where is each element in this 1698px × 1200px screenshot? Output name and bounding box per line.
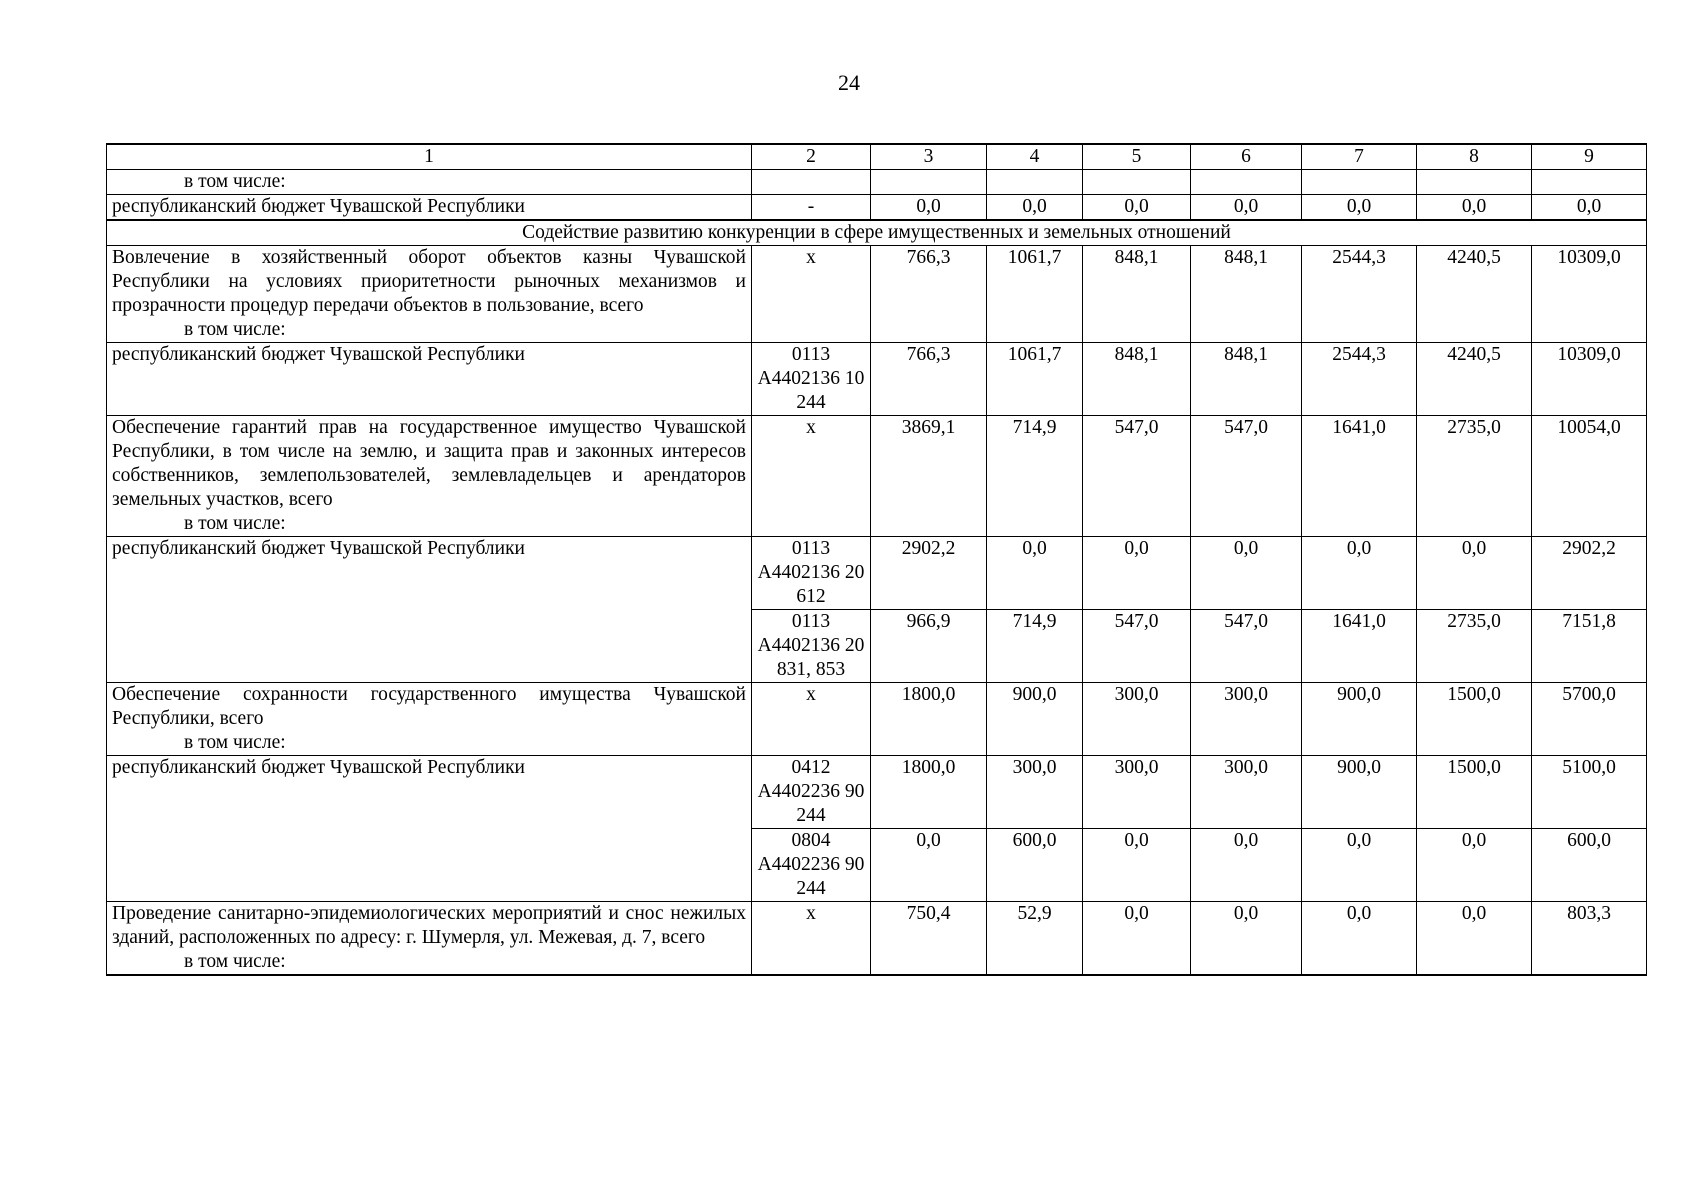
value-cell: 4240,5 [1417, 343, 1532, 416]
value-cell: 0,0 [1417, 902, 1532, 976]
column-header: 8 [1417, 144, 1532, 170]
value-cell: 300,0 [1083, 756, 1191, 829]
value-cell: 0,0 [1083, 537, 1191, 610]
value-cell: 848,1 [1191, 343, 1302, 416]
empty-cell [1532, 170, 1647, 195]
value-cell: 300,0 [1083, 683, 1191, 756]
budget-table [106, 143, 1647, 976]
value-cell: 0,0 [1417, 829, 1532, 902]
value-cell: 300,0 [1191, 756, 1302, 829]
value-cell: 0,0 [871, 829, 987, 902]
value-cell: 0,0 [1417, 195, 1532, 221]
budget-code: х [752, 902, 871, 976]
table-row [107, 343, 1647, 416]
value-cell: 1500,0 [1417, 683, 1532, 756]
value-cell: 0,0 [1191, 195, 1302, 221]
subhead-row [107, 170, 1647, 195]
row-name-text: Проведение санитарно-эпидемиологических мероприятий и снос нежилых зданий, расположенных по адресу: г. Шумерля, ул. Межевая, д. 7, всего [112, 903, 746, 948]
value-cell: 3869,1 [871, 416, 987, 537]
row-name-text: республиканский бюджет Чувашской Республики [112, 538, 525, 559]
row-name-text: республиканский бюджет Чувашской Республики [112, 757, 525, 778]
budget-code: 0804 А4402236 90 244 [752, 829, 871, 902]
value-cell: 2735,0 [1417, 416, 1532, 537]
row-name [107, 416, 752, 537]
column-header: 3 [871, 144, 987, 170]
row-name-text: Вовлечение в хозяйственный оборот объектов казны Чувашской Республики на условиях приоритетности рыночных механизмов и прозрачности процедур передачи объектов в пользование, всего [112, 247, 746, 316]
value-cell: 900,0 [1302, 756, 1417, 829]
value-cell: 4240,5 [1417, 246, 1532, 343]
value-cell: 2902,2 [1532, 537, 1647, 610]
value-cell: 0,0 [871, 195, 987, 221]
value-cell: 714,9 [987, 610, 1083, 683]
value-cell: 0,0 [1083, 829, 1191, 902]
table-row [107, 537, 1647, 610]
value-cell: 803,3 [1532, 902, 1647, 976]
row-name [107, 195, 752, 221]
value-cell: 848,1 [1083, 246, 1191, 343]
value-cell: 1641,0 [1302, 416, 1417, 537]
value-cell: 547,0 [1083, 416, 1191, 537]
row-name-text: Обеспечение гарантий прав на государственное имущество Чувашской Республики, в том числе на землю, и защита прав и законных интересов собственников, землепользователей, землевладельцев и арендаторов земельных участков, всего [112, 417, 746, 510]
value-cell: 0,0 [1191, 537, 1302, 610]
budget-code: 0113 А4402136 20 831, 853 [752, 610, 871, 683]
empty-cell [752, 170, 871, 195]
value-cell: 0,0 [1083, 902, 1191, 976]
row-name-text: республиканский бюджет Чувашской Республики [112, 344, 525, 365]
header-row [107, 144, 1647, 170]
table-row [107, 416, 1647, 537]
row-subhead-cell [107, 170, 752, 195]
value-cell: 766,3 [871, 343, 987, 416]
row-subhead-text: в том числе: [184, 513, 286, 534]
value-cell: 5100,0 [1532, 756, 1647, 829]
value-cell: 900,0 [987, 683, 1083, 756]
value-cell: 0,0 [1302, 829, 1417, 902]
budget-code: 0113 А4402136 10 244 [752, 343, 871, 416]
empty-cell [1083, 170, 1191, 195]
value-cell: 1800,0 [871, 683, 987, 756]
column-header: 2 [752, 144, 871, 170]
table-row [107, 195, 1647, 221]
value-cell: 300,0 [1191, 683, 1302, 756]
value-cell: 1641,0 [1302, 610, 1417, 683]
value-cell: 848,1 [1083, 343, 1191, 416]
value-cell: 0,0 [987, 537, 1083, 610]
row-subhead-text: в том числе: [184, 319, 286, 340]
table-row [107, 756, 1647, 829]
column-header: 6 [1191, 144, 1302, 170]
value-cell: 10309,0 [1532, 343, 1647, 416]
value-cell: 600,0 [1532, 829, 1647, 902]
empty-cell [1417, 170, 1532, 195]
value-cell: 52,9 [987, 902, 1083, 976]
value-cell: 0,0 [987, 195, 1083, 221]
value-cell: 714,9 [987, 416, 1083, 537]
value-cell: 0,0 [1191, 902, 1302, 976]
column-header: 5 [1083, 144, 1191, 170]
row-name [107, 343, 752, 416]
value-cell: 10309,0 [1532, 246, 1647, 343]
budget-code: 0113 А4402136 20 612 [752, 537, 871, 610]
row-name-text: республиканский бюджет Чувашской Республики [112, 196, 525, 217]
row-name [107, 902, 752, 976]
value-cell: 547,0 [1191, 416, 1302, 537]
budget-code: х [752, 416, 871, 537]
page-number: 24 [838, 70, 860, 95]
value-cell: 547,0 [1191, 610, 1302, 683]
value-cell: 2902,2 [871, 537, 987, 610]
row-name-text: Обеспечение сохранности государственного имущества Чувашской Республики, всего [112, 684, 746, 729]
value-cell: 600,0 [987, 829, 1083, 902]
value-cell: 1061,7 [987, 246, 1083, 343]
value-cell: 900,0 [1302, 683, 1417, 756]
value-cell: 966,9 [871, 610, 987, 683]
column-header: 7 [1302, 144, 1417, 170]
value-cell: 1061,7 [987, 343, 1083, 416]
empty-cell [1191, 170, 1302, 195]
value-cell: 750,4 [871, 902, 987, 976]
row-subhead-text: в том числе: [184, 951, 286, 972]
section-row [107, 220, 1647, 246]
value-cell: 848,1 [1191, 246, 1302, 343]
empty-cell [871, 170, 987, 195]
budget-code: х [752, 683, 871, 756]
row-name [107, 756, 752, 902]
value-cell: 2735,0 [1417, 610, 1532, 683]
row-name [107, 246, 752, 343]
value-cell: 5700,0 [1532, 683, 1647, 756]
budget-code: 0412 А4402236 90 244 [752, 756, 871, 829]
value-cell: 0,0 [1532, 195, 1647, 221]
empty-cell [987, 170, 1083, 195]
value-cell: 0,0 [1302, 537, 1417, 610]
column-header: 4 [987, 144, 1083, 170]
column-header: 1 [107, 144, 752, 170]
value-cell: 0,0 [1083, 195, 1191, 221]
value-cell: 7151,8 [1532, 610, 1647, 683]
value-cell: 2544,3 [1302, 343, 1417, 416]
value-cell: 10054,0 [1532, 416, 1647, 537]
row-subhead-text: в том числе: [184, 171, 286, 192]
section-title: Содействие развитию конкуренции в сфере имущественных и земельных отношений [107, 220, 1647, 246]
value-cell: 0,0 [1417, 537, 1532, 610]
table-row [107, 683, 1647, 756]
value-cell: 2544,3 [1302, 246, 1417, 343]
row-subhead-text: в том числе: [184, 732, 286, 753]
value-cell: 0,0 [1302, 902, 1417, 976]
table-row [107, 902, 1647, 976]
budget-code: х [752, 246, 871, 343]
value-cell: 1800,0 [871, 756, 987, 829]
row-name [107, 683, 752, 756]
value-cell: 547,0 [1083, 610, 1191, 683]
table-row [107, 246, 1647, 343]
value-cell: 0,0 [1302, 195, 1417, 221]
value-cell: 300,0 [987, 756, 1083, 829]
value-cell: 0,0 [1191, 829, 1302, 902]
budget-code: - [752, 195, 871, 221]
row-name [107, 537, 752, 683]
value-cell: 1500,0 [1417, 756, 1532, 829]
empty-cell [1302, 170, 1417, 195]
value-cell: 766,3 [871, 246, 987, 343]
column-header: 9 [1532, 144, 1647, 170]
